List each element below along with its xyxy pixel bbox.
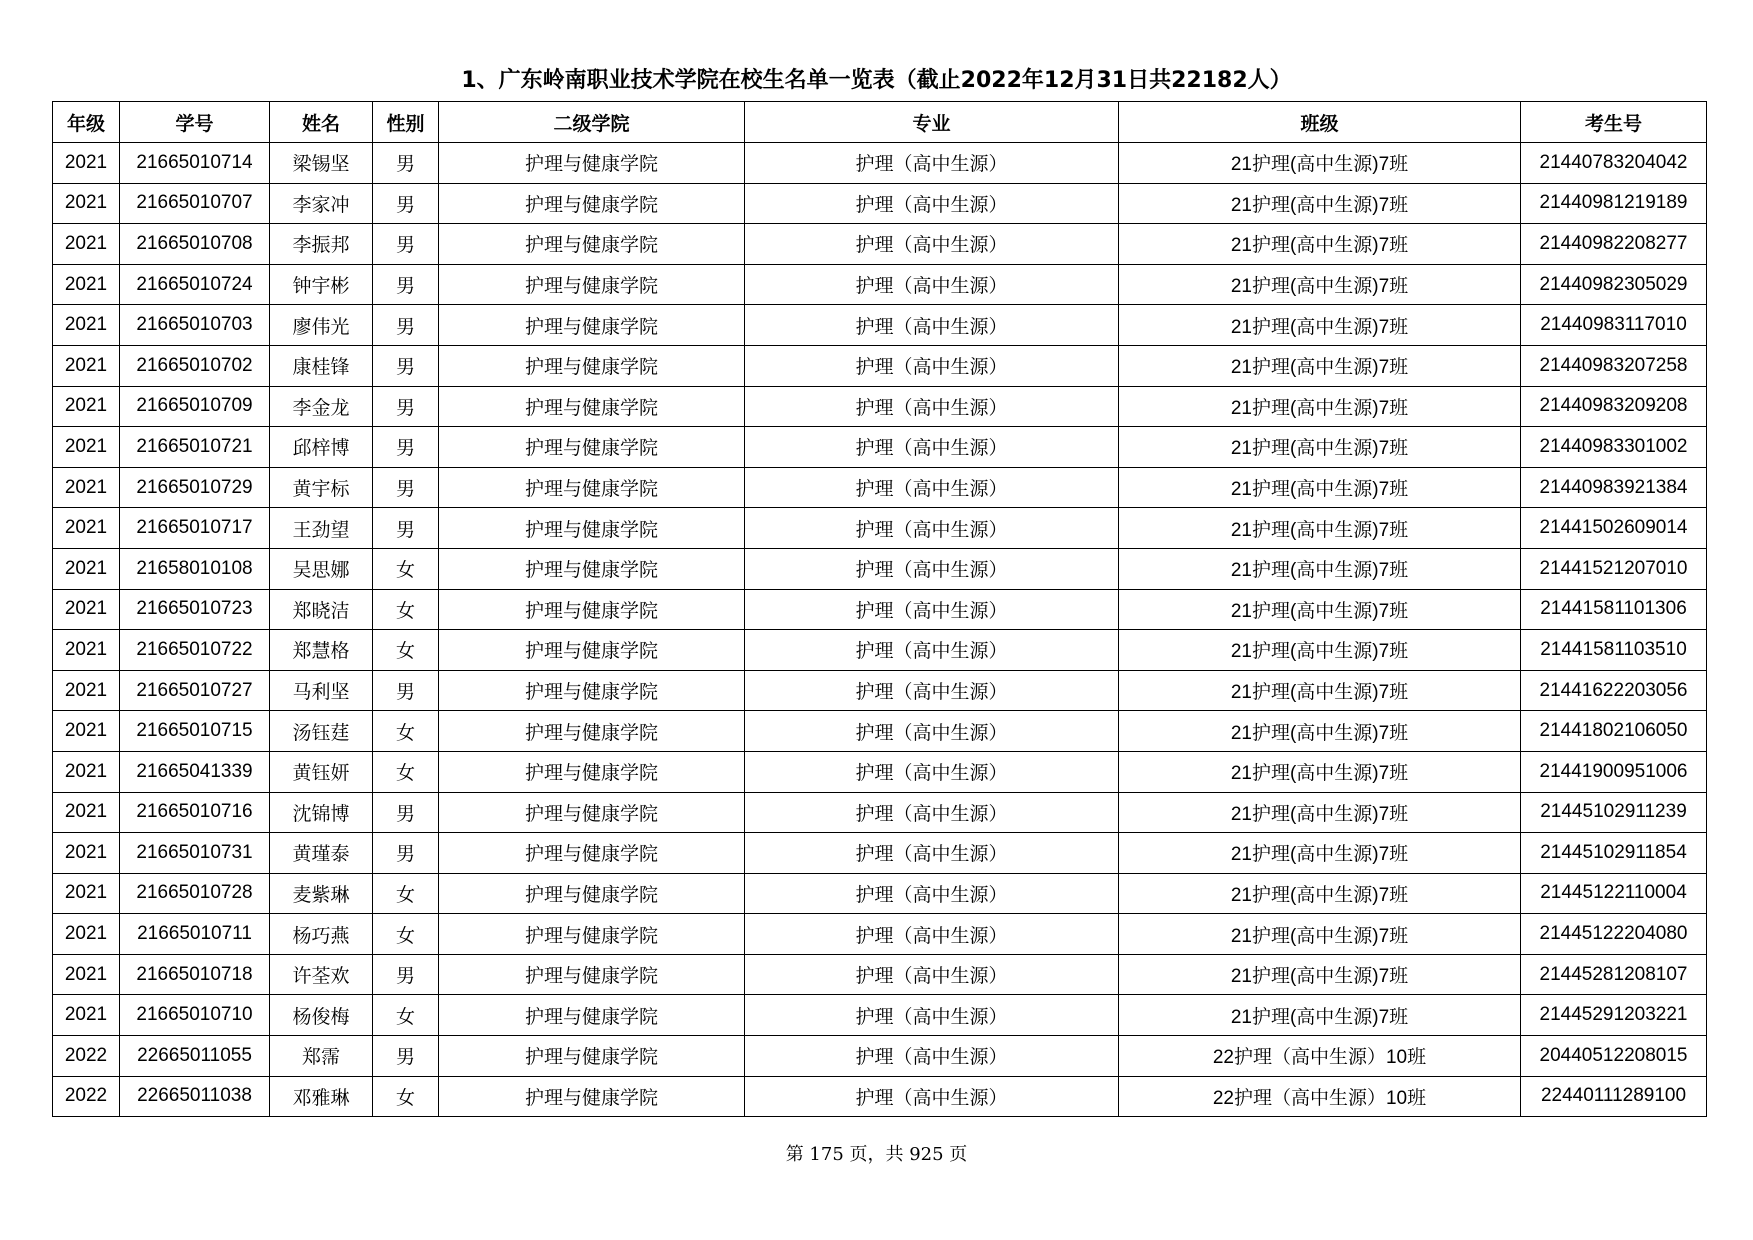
cell-student-id: 21665010721 (120, 427, 270, 468)
cell-grade: 2021 (53, 183, 120, 224)
cell-college: 护理与健康学院 (439, 792, 745, 833)
cell-grade: 2021 (53, 833, 120, 874)
cell-name: 汤钰莛 (270, 711, 373, 752)
cell-class: 21护理(高中生源)7班 (1119, 427, 1521, 468)
cell-exam-number: 21441502609014 (1521, 508, 1707, 549)
cell-grade: 2021 (53, 670, 120, 711)
cell-major: 护理（高中生源） (745, 1036, 1119, 1077)
cell-class: 21护理(高中生源)7班 (1119, 873, 1521, 914)
cell-exam-number: 21445122110004 (1521, 873, 1707, 914)
cell-class: 21护理(高中生源)7班 (1119, 630, 1521, 671)
cell-student-id: 21665010708 (120, 224, 270, 265)
table-row (53, 873, 1707, 914)
table-row (53, 630, 1707, 671)
cell-exam-number: 21445102911854 (1521, 833, 1707, 874)
cell-gender: 男 (373, 954, 439, 995)
cell-grade: 2022 (53, 1076, 120, 1117)
cell-exam-number: 22440111289100 (1521, 1076, 1707, 1117)
cell-name: 邱梓博 (270, 427, 373, 468)
cell-class: 22护理（高中生源）10班 (1119, 1076, 1521, 1117)
cell-name: 邓雅琳 (270, 1076, 373, 1117)
cell-major: 护理（高中生源） (745, 508, 1119, 549)
cell-grade: 2021 (53, 427, 120, 468)
cell-student-id: 21665010723 (120, 589, 270, 630)
table-row (53, 954, 1707, 995)
cell-college: 护理与健康学院 (439, 1076, 745, 1117)
cell-grade: 2021 (53, 143, 120, 184)
cell-college: 护理与健康学院 (439, 995, 745, 1036)
cell-gender: 男 (373, 386, 439, 427)
cell-grade: 2021 (53, 630, 120, 671)
cell-class: 21护理(高中生源)7班 (1119, 670, 1521, 711)
table-header-row (53, 102, 1707, 143)
cell-class: 21护理(高中生源)7班 (1119, 751, 1521, 792)
cell-college: 护理与健康学院 (439, 143, 745, 184)
cell-class: 21护理(高中生源)7班 (1119, 386, 1521, 427)
cell-major: 护理（高中生源） (745, 467, 1119, 508)
cell-name: 吴思娜 (270, 548, 373, 589)
cell-class: 21护理(高中生源)7班 (1119, 345, 1521, 386)
cell-grade: 2021 (53, 264, 120, 305)
table-row (53, 711, 1707, 752)
cell-student-id: 21665010728 (120, 873, 270, 914)
cell-student-id: 21665010702 (120, 345, 270, 386)
cell-class: 21护理(高中生源)7班 (1119, 183, 1521, 224)
header-student-id: 学号 (120, 102, 270, 143)
cell-class: 21护理(高中生源)7班 (1119, 224, 1521, 265)
header-gender: 性别 (373, 102, 439, 143)
student-roster-table (52, 101, 1707, 1117)
cell-exam-number: 21441581103510 (1521, 630, 1707, 671)
cell-college: 护理与健康学院 (439, 914, 745, 955)
cell-gender: 男 (373, 833, 439, 874)
cell-class: 22护理（高中生源）10班 (1119, 1036, 1521, 1077)
cell-exam-number: 21440783204042 (1521, 143, 1707, 184)
cell-name: 麦紫琳 (270, 873, 373, 914)
cell-gender: 男 (373, 670, 439, 711)
cell-name: 黄瑾泰 (270, 833, 373, 874)
cell-major: 护理（高中生源） (745, 386, 1119, 427)
cell-grade: 2021 (53, 589, 120, 630)
cell-student-id: 21658010108 (120, 548, 270, 589)
cell-major: 护理（高中生源） (745, 143, 1119, 184)
cell-name: 李振邦 (270, 224, 373, 265)
table-row (53, 670, 1707, 711)
cell-major: 护理（高中生源） (745, 345, 1119, 386)
cell-college: 护理与健康学院 (439, 345, 745, 386)
cell-exam-number: 21440983921384 (1521, 467, 1707, 508)
cell-grade: 2021 (53, 711, 120, 752)
cell-major: 护理（高中生源） (745, 305, 1119, 346)
cell-exam-number: 21441521207010 (1521, 548, 1707, 589)
cell-student-id: 21665010718 (120, 954, 270, 995)
cell-major: 护理（高中生源） (745, 1076, 1119, 1117)
cell-class: 21护理(高中生源)7班 (1119, 914, 1521, 955)
cell-gender: 男 (373, 508, 439, 549)
cell-college: 护理与健康学院 (439, 833, 745, 874)
cell-name: 廖伟光 (270, 305, 373, 346)
header-grade: 年级 (53, 102, 120, 143)
cell-major: 护理（高中生源） (745, 751, 1119, 792)
cell-college: 护理与健康学院 (439, 264, 745, 305)
table-row (53, 224, 1707, 265)
cell-exam-number: 21445281208107 (1521, 954, 1707, 995)
cell-student-id: 21665010722 (120, 630, 270, 671)
table-row (53, 143, 1707, 184)
cell-name: 王劲望 (270, 508, 373, 549)
cell-exam-number: 21440983207258 (1521, 345, 1707, 386)
page-title: 1、广东岭南职业技术学院在校生名单一览表（截止2022年12月31日共22182人） (461, 68, 1292, 93)
cell-student-id: 21665010716 (120, 792, 270, 833)
table-row (53, 589, 1707, 630)
cell-college: 护理与健康学院 (439, 386, 745, 427)
cell-college: 护理与健康学院 (439, 508, 745, 549)
table-row (53, 183, 1707, 224)
cell-name: 许荃欢 (270, 954, 373, 995)
cell-major: 护理（高中生源） (745, 264, 1119, 305)
table-row (53, 305, 1707, 346)
cell-name: 杨巧燕 (270, 914, 373, 955)
cell-gender: 男 (373, 264, 439, 305)
cell-major: 护理（高中生源） (745, 873, 1119, 914)
cell-class: 21护理(高中生源)7班 (1119, 995, 1521, 1036)
cell-student-id: 21665010724 (120, 264, 270, 305)
cell-name: 马利坚 (270, 670, 373, 711)
cell-major: 护理（高中生源） (745, 792, 1119, 833)
table-row (53, 792, 1707, 833)
cell-major: 护理（高中生源） (745, 914, 1119, 955)
cell-name: 钟宇彬 (270, 264, 373, 305)
table-body (53, 143, 1707, 1117)
cell-college: 护理与健康学院 (439, 467, 745, 508)
cell-college: 护理与健康学院 (439, 548, 745, 589)
cell-major: 护理（高中生源） (745, 670, 1119, 711)
cell-student-id: 22665011038 (120, 1076, 270, 1117)
cell-student-id: 21665041339 (120, 751, 270, 792)
cell-class: 21护理(高中生源)7班 (1119, 792, 1521, 833)
cell-gender: 女 (373, 995, 439, 1036)
cell-class: 21护理(高中生源)7班 (1119, 508, 1521, 549)
cell-student-id: 21665010703 (120, 305, 270, 346)
cell-grade: 2021 (53, 995, 120, 1036)
cell-major: 护理（高中生源） (745, 589, 1119, 630)
cell-grade: 2021 (53, 305, 120, 346)
cell-major: 护理（高中生源） (745, 954, 1119, 995)
cell-name: 沈锦博 (270, 792, 373, 833)
cell-gender: 男 (373, 183, 439, 224)
cell-student-id: 21665010715 (120, 711, 270, 752)
cell-class: 21护理(高中生源)7班 (1119, 548, 1521, 589)
table-row (53, 264, 1707, 305)
cell-name: 黄宇标 (270, 467, 373, 508)
table-row (53, 427, 1707, 468)
header-major: 专业 (745, 102, 1119, 143)
cell-name: 李家冲 (270, 183, 373, 224)
cell-student-id: 22665011055 (120, 1036, 270, 1077)
cell-major: 护理（高中生源） (745, 183, 1119, 224)
cell-grade: 2021 (53, 914, 120, 955)
cell-gender: 男 (373, 143, 439, 184)
cell-name: 郑慧格 (270, 630, 373, 671)
cell-college: 护理与健康学院 (439, 305, 745, 346)
cell-college: 护理与健康学院 (439, 630, 745, 671)
cell-gender: 男 (373, 305, 439, 346)
cell-grade: 2021 (53, 508, 120, 549)
table-row (53, 508, 1707, 549)
cell-exam-number: 20440512208015 (1521, 1036, 1707, 1077)
cell-student-id: 21665010727 (120, 670, 270, 711)
cell-gender: 女 (373, 914, 439, 955)
cell-student-id: 21665010731 (120, 833, 270, 874)
cell-gender: 男 (373, 467, 439, 508)
table-row (53, 751, 1707, 792)
cell-grade: 2021 (53, 751, 120, 792)
table-row (53, 1036, 1707, 1077)
table-row (53, 995, 1707, 1036)
table-row (53, 833, 1707, 874)
cell-student-id: 21665010707 (120, 183, 270, 224)
cell-class: 21护理(高中生源)7班 (1119, 467, 1521, 508)
header-college: 二级学院 (439, 102, 745, 143)
cell-grade: 2021 (53, 224, 120, 265)
cell-exam-number: 21445122204080 (1521, 914, 1707, 955)
cell-exam-number: 21441900951006 (1521, 751, 1707, 792)
cell-grade: 2021 (53, 792, 120, 833)
cell-college: 护理与健康学院 (439, 670, 745, 711)
cell-class: 21护理(高中生源)7班 (1119, 589, 1521, 630)
header-class: 班级 (1119, 102, 1521, 143)
cell-gender: 女 (373, 711, 439, 752)
cell-class: 21护理(高中生源)7班 (1119, 833, 1521, 874)
cell-exam-number: 21440981219189 (1521, 183, 1707, 224)
cell-exam-number: 21441802106050 (1521, 711, 1707, 752)
cell-grade: 2022 (53, 1036, 120, 1077)
cell-grade: 2021 (53, 467, 120, 508)
cell-exam-number: 21445291203221 (1521, 995, 1707, 1036)
cell-major: 护理（高中生源） (745, 427, 1119, 468)
cell-gender: 女 (373, 873, 439, 914)
cell-name: 梁锡坚 (270, 143, 373, 184)
cell-college: 护理与健康学院 (439, 873, 745, 914)
cell-college: 护理与健康学院 (439, 224, 745, 265)
cell-gender: 男 (373, 345, 439, 386)
cell-gender: 女 (373, 548, 439, 589)
table-row (53, 345, 1707, 386)
cell-grade: 2021 (53, 873, 120, 914)
cell-major: 护理（高中生源） (745, 995, 1119, 1036)
cell-name: 郑晓洁 (270, 589, 373, 630)
cell-grade: 2021 (53, 954, 120, 995)
cell-grade: 2021 (53, 386, 120, 427)
cell-major: 护理（高中生源） (745, 833, 1119, 874)
cell-name: 李金龙 (270, 386, 373, 427)
cell-exam-number: 21441622203056 (1521, 670, 1707, 711)
cell-student-id: 21665010714 (120, 143, 270, 184)
cell-major: 护理（高中生源） (745, 630, 1119, 671)
cell-class: 21护理(高中生源)7班 (1119, 143, 1521, 184)
header-name: 姓名 (270, 102, 373, 143)
cell-exam-number: 21440983209208 (1521, 386, 1707, 427)
cell-student-id: 21665010711 (120, 914, 270, 955)
cell-name: 郑霈 (270, 1036, 373, 1077)
cell-student-id: 21665010729 (120, 467, 270, 508)
table-row (53, 386, 1707, 427)
cell-major: 护理（高中生源） (745, 548, 1119, 589)
cell-college: 护理与健康学院 (439, 751, 745, 792)
cell-gender: 女 (373, 1076, 439, 1117)
cell-exam-number: 21445102911239 (1521, 792, 1707, 833)
page-footer: 第 175 页，共 925 页 (785, 1144, 968, 1165)
cell-college: 护理与健康学院 (439, 589, 745, 630)
cell-college: 护理与健康学院 (439, 711, 745, 752)
cell-exam-number: 21440983301002 (1521, 427, 1707, 468)
cell-name: 杨俊梅 (270, 995, 373, 1036)
cell-class: 21护理(高中生源)7班 (1119, 711, 1521, 752)
cell-college: 护理与健康学院 (439, 183, 745, 224)
cell-class: 21护理(高中生源)7班 (1119, 954, 1521, 995)
cell-student-id: 21665010709 (120, 386, 270, 427)
cell-exam-number: 21441581101306 (1521, 589, 1707, 630)
cell-exam-number: 21440982208277 (1521, 224, 1707, 265)
table-row (53, 914, 1707, 955)
cell-student-id: 21665010710 (120, 995, 270, 1036)
cell-gender: 男 (373, 792, 439, 833)
cell-major: 护理（高中生源） (745, 711, 1119, 752)
table-row (53, 1076, 1707, 1117)
cell-class: 21护理(高中生源)7班 (1119, 264, 1521, 305)
cell-college: 护理与健康学院 (439, 427, 745, 468)
header-exam-number: 考生号 (1521, 102, 1707, 143)
cell-class: 21护理(高中生源)7班 (1119, 305, 1521, 346)
cell-exam-number: 21440982305029 (1521, 264, 1707, 305)
cell-exam-number: 21440983117010 (1521, 305, 1707, 346)
cell-name: 黄钰妍 (270, 751, 373, 792)
cell-major: 护理（高中生源） (745, 224, 1119, 265)
cell-grade: 2021 (53, 345, 120, 386)
cell-grade: 2021 (53, 548, 120, 589)
cell-student-id: 21665010717 (120, 508, 270, 549)
cell-college: 护理与健康学院 (439, 1036, 745, 1077)
cell-gender: 男 (373, 427, 439, 468)
cell-gender: 女 (373, 751, 439, 792)
cell-gender: 女 (373, 589, 439, 630)
cell-gender: 男 (373, 1036, 439, 1077)
table-row (53, 548, 1707, 589)
cell-college: 护理与健康学院 (439, 954, 745, 995)
table-row (53, 467, 1707, 508)
cell-gender: 男 (373, 224, 439, 265)
cell-name: 康桂锋 (270, 345, 373, 386)
cell-gender: 女 (373, 630, 439, 671)
